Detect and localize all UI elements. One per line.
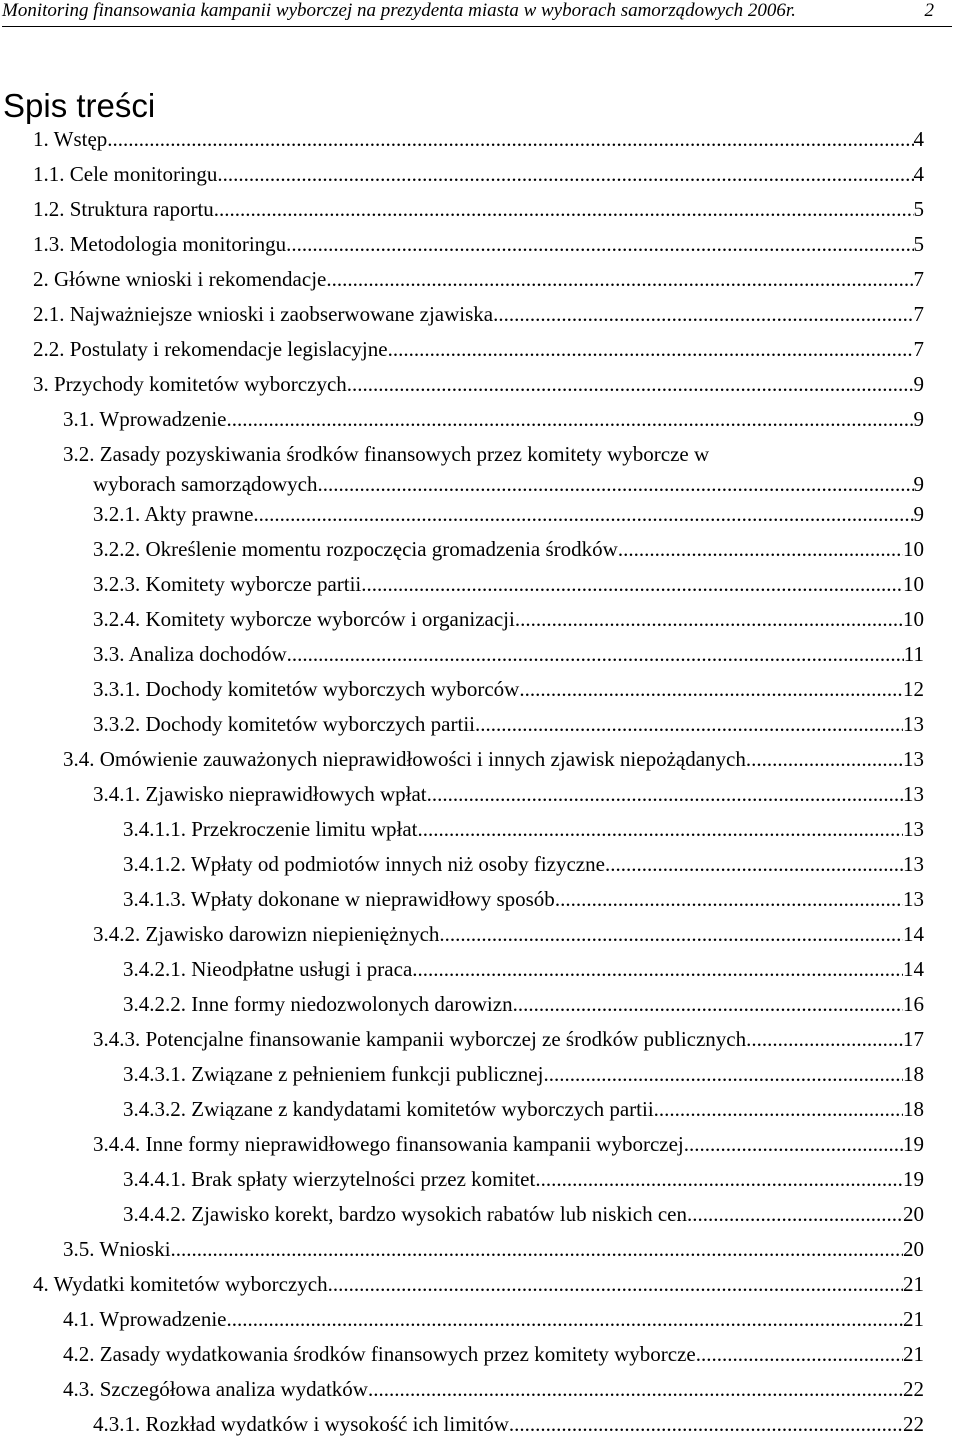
toc-entry[interactable] xyxy=(33,1272,924,1296)
toc-entry-page: 19 xyxy=(903,1132,924,1156)
toc-entry[interactable] xyxy=(33,162,924,186)
toc-entry[interactable] xyxy=(123,992,924,1016)
toc-entry-label: 3.4.3.1. Związane z pełnieniem funkcji publicznej xyxy=(123,1062,544,1086)
toc-entry-label: 3.4.4. Inne formy nieprawidłowego finansowania kampanii wyborczej xyxy=(93,1132,684,1156)
toc-entry-page: 4 xyxy=(913,127,924,151)
toc-entry[interactable] xyxy=(93,712,924,736)
toc-entry-label: 4.2. Zasady wydatkowania środków finansowych przez komitety wyborcze xyxy=(63,1342,696,1366)
toc-entry-label: 3.5. Wnioski xyxy=(63,1237,171,1261)
toc-entry-label: 3.4.4.2. Zjawisko korekt, bardzo wysokich rabatów lub niskich cen xyxy=(123,1202,687,1226)
toc-entry[interactable] xyxy=(123,957,924,981)
toc-entry-page: 7 xyxy=(913,337,924,361)
toc-entry-label: 3.3. Analiza dochodów xyxy=(93,642,287,666)
dot-leader xyxy=(171,1237,903,1261)
toc-entry-label: 4. Wydatki komitetów wyborczych xyxy=(33,1272,328,1296)
toc-entry-page: 10 xyxy=(903,607,924,631)
toc-entry-page: 9 xyxy=(913,472,924,496)
toc-entry-label: 3.4.2.2. Inne formy niedozwolonych darowizn xyxy=(123,992,513,1016)
toc-entry[interactable] xyxy=(123,1097,924,1121)
dot-leader xyxy=(368,1377,903,1401)
toc-entry-label: 3.2.2. Określenie momentu rozpoczęcia gromadzenia środków xyxy=(93,537,618,561)
toc-entry[interactable] xyxy=(93,537,924,561)
dot-leader xyxy=(475,712,903,736)
toc-entry-label: 3.4.2.1. Nieodpłatne usługi i praca xyxy=(123,957,413,981)
toc-entry[interactable] xyxy=(123,852,924,876)
toc-entry-line xyxy=(63,442,924,472)
dot-leader xyxy=(513,992,903,1016)
toc-entry-label: 2. Główne wnioski i rekomendacje xyxy=(33,267,327,291)
toc-entry[interactable] xyxy=(33,337,924,361)
toc-entry-page: 10 xyxy=(903,572,924,596)
dot-leader xyxy=(388,337,914,361)
toc-entry-label: 2.2. Postulaty i rekomendacje legislacyjne xyxy=(33,337,388,361)
toc-entry-page: 19 xyxy=(903,1167,924,1191)
toc-entry-label: 3.2.3. Komitety wyborcze partii xyxy=(93,572,362,596)
dot-leader xyxy=(347,372,914,396)
toc-entry[interactable] xyxy=(33,197,924,221)
toc-entry-page: 22 xyxy=(903,1412,924,1436)
dot-leader xyxy=(687,1202,903,1226)
toc-entry[interactable] xyxy=(63,747,924,771)
toc-entry-page: 13 xyxy=(903,817,924,841)
dot-leader xyxy=(605,852,903,876)
dot-leader xyxy=(214,197,914,221)
toc-entry-label: 3. Przychody komitetów wyborczych xyxy=(33,372,347,396)
dot-leader xyxy=(535,1167,903,1191)
toc-entry[interactable] xyxy=(33,232,924,256)
toc-entry-label: 3.4.3.2. Związane z kandydatami komitetów wyborczych partii xyxy=(123,1097,654,1121)
toc-entry-page: 14 xyxy=(903,957,924,981)
toc-entry[interactable] xyxy=(93,1132,924,1156)
toc-entry[interactable] xyxy=(63,1342,924,1366)
toc-entry[interactable] xyxy=(93,572,924,596)
dot-leader xyxy=(618,537,903,561)
dot-leader xyxy=(418,817,903,841)
toc-entry-label: 1.2. Struktura raportu xyxy=(33,197,214,221)
toc-entry[interactable] xyxy=(93,677,924,701)
toc-entry[interactable] xyxy=(93,1027,924,1051)
toc-entry-page: 5 xyxy=(913,232,924,256)
toc-entry-label: 3.4.3. Potencjalne finansowanie kampanii wyborczej ze środków publicznych xyxy=(93,1027,747,1051)
toc-entry-label: 3.4.1.1. Przekroczenie limitu wpłat xyxy=(123,817,418,841)
dot-leader xyxy=(684,1132,903,1156)
toc-entry[interactable] xyxy=(93,1412,924,1436)
dot-leader xyxy=(746,747,903,771)
toc-entry-label: 3.4.1.2. Wpłaty od podmiotów innych niż osoby fizyczne xyxy=(123,852,605,876)
toc-entry-page: 13 xyxy=(903,782,924,806)
toc-entry-label: 3.3.1. Dochody komitetów wyborczych wyborców xyxy=(93,677,520,701)
dot-leader xyxy=(326,267,913,291)
toc-entry[interactable] xyxy=(123,1167,924,1191)
toc-entry-page: 22 xyxy=(903,1377,924,1401)
toc-entry-page: 4 xyxy=(913,162,924,186)
toc-entry[interactable] xyxy=(93,922,924,946)
toc-entry-label: 4.3.1. Rozkład wydatków i wysokość ich limitów xyxy=(93,1412,509,1436)
toc-entry[interactable] xyxy=(123,887,924,911)
dot-leader xyxy=(318,472,914,496)
toc-entry-page: 7 xyxy=(913,267,924,291)
dot-leader xyxy=(286,232,913,256)
toc-entry-page: 21 xyxy=(903,1272,924,1296)
dot-leader xyxy=(439,922,903,946)
dot-leader xyxy=(696,1342,903,1366)
toc-entry-label: 4.1. Wprowadzenie xyxy=(63,1307,227,1331)
toc-entry-label: 1. Wstęp xyxy=(33,127,108,151)
toc-entry-page: 21 xyxy=(903,1342,924,1366)
toc-entry-page: 9 xyxy=(913,372,924,396)
dot-leader xyxy=(654,1097,903,1121)
running-header xyxy=(2,0,952,27)
dot-leader xyxy=(217,162,913,186)
toc-entry[interactable] xyxy=(33,267,924,291)
toc-entry-label: 1.3. Metodologia monitoringu xyxy=(33,232,287,256)
toc-entry-page: 12 xyxy=(903,677,924,701)
dot-leader xyxy=(427,782,903,806)
toc-entry[interactable] xyxy=(123,1062,924,1086)
toc-title: Spis treści xyxy=(3,87,156,124)
dot-leader xyxy=(543,1062,903,1086)
toc-entry[interactable] xyxy=(33,127,924,151)
toc-entry-page: 7 xyxy=(913,302,924,326)
dot-leader xyxy=(555,887,903,911)
header-title: Monitoring finansowania kampanii wyborczej na prezydenta miasta w wyborach samorządowych 2006r. xyxy=(2,0,796,21)
toc-entry[interactable] xyxy=(93,642,924,666)
toc-entry-page: 18 xyxy=(903,1062,924,1086)
toc-entry[interactable] xyxy=(63,442,924,496)
toc-entry-label: 4.3. Szczegółowa analiza wydatków xyxy=(63,1377,368,1401)
toc-entry-line xyxy=(63,472,924,496)
toc-entry-label: 2.1. Najważniejsze wnioski i zaobserwowane zjawiska xyxy=(33,302,494,326)
toc-entry-label: wyborach samorządowych xyxy=(93,472,318,496)
dot-leader xyxy=(287,642,904,666)
toc-entry-page: 20 xyxy=(903,1237,924,1261)
toc-entry-label: 1.1. Cele monitoringu xyxy=(33,162,218,186)
toc-entry-label: 3.2.1. Akty prawne xyxy=(93,502,254,526)
toc-entry[interactable] xyxy=(63,1307,924,1331)
dot-leader xyxy=(328,1272,903,1296)
toc-entry-label: 3.4.2. Zjawisko darowizn niepieniężnych xyxy=(93,922,440,946)
toc-entry-page: 9 xyxy=(913,502,924,526)
toc-entry-page: 18 xyxy=(903,1097,924,1121)
toc-entry-label: 3.4.4.1. Brak spłaty wierzytelności przez komitet xyxy=(123,1167,536,1191)
toc-entry-page: 13 xyxy=(903,712,924,736)
toc-entry-page: 11 xyxy=(903,642,924,666)
toc-entry-page: 10 xyxy=(903,537,924,561)
toc-entry[interactable] xyxy=(33,372,924,396)
toc-entry-page: 13 xyxy=(903,852,924,876)
toc-entry[interactable] xyxy=(93,607,924,631)
toc-entry-page: 5 xyxy=(913,197,924,221)
toc-entry[interactable] xyxy=(63,407,924,431)
toc-entry[interactable] xyxy=(123,817,924,841)
dot-leader xyxy=(493,302,913,326)
dot-leader xyxy=(226,1307,903,1331)
toc-entry-page: 9 xyxy=(913,407,924,431)
toc-entry[interactable] xyxy=(93,782,924,806)
dot-leader xyxy=(253,502,913,526)
toc-entry-page: 21 xyxy=(903,1307,924,1331)
toc-entry-label: 3.2.4. Komitety wyborcze wyborców i organizacji xyxy=(93,607,515,631)
toc-entry-page: 13 xyxy=(903,747,924,771)
toc-entry-label: 3.1. Wprowadzenie xyxy=(63,407,227,431)
toc-entry-label: 3.3.2. Dochody komitetów wyborczych partii xyxy=(93,712,475,736)
dot-leader xyxy=(226,407,913,431)
toc-entry[interactable] xyxy=(93,502,924,526)
dot-leader xyxy=(515,607,903,631)
toc-entry[interactable] xyxy=(63,1377,924,1401)
toc-entry[interactable] xyxy=(33,302,924,326)
dot-leader xyxy=(519,677,903,701)
toc-entry[interactable] xyxy=(123,1202,924,1226)
toc-entry-page: 16 xyxy=(903,992,924,1016)
toc-entry-label: 3.4.1. Zjawisko nieprawidłowych wpłat xyxy=(93,782,427,806)
toc-entry-label: 3.2. Zasady pozyskiwania środków finansowych przez komitety wyborcze w xyxy=(63,442,710,466)
toc-entry-label: 3.4.1.3. Wpłaty dokonane w nieprawidłowy sposób xyxy=(123,887,555,911)
header-page-number: 2 xyxy=(924,0,934,21)
toc-entry-page: 13 xyxy=(903,887,924,911)
toc-entry-page: 17 xyxy=(903,1027,924,1051)
dot-leader xyxy=(509,1412,903,1436)
dot-leader xyxy=(361,572,903,596)
toc-entry-page: 20 xyxy=(903,1202,924,1226)
dot-leader xyxy=(412,957,903,981)
dot-leader xyxy=(107,127,913,151)
dot-leader xyxy=(746,1027,903,1051)
toc-entry[interactable] xyxy=(63,1237,924,1261)
toc-entry-label: 3.4. Omówienie zauważonych nieprawidłowości i innych zjawisk niepożądanych xyxy=(63,747,746,771)
toc-entry-page: 14 xyxy=(903,922,924,946)
